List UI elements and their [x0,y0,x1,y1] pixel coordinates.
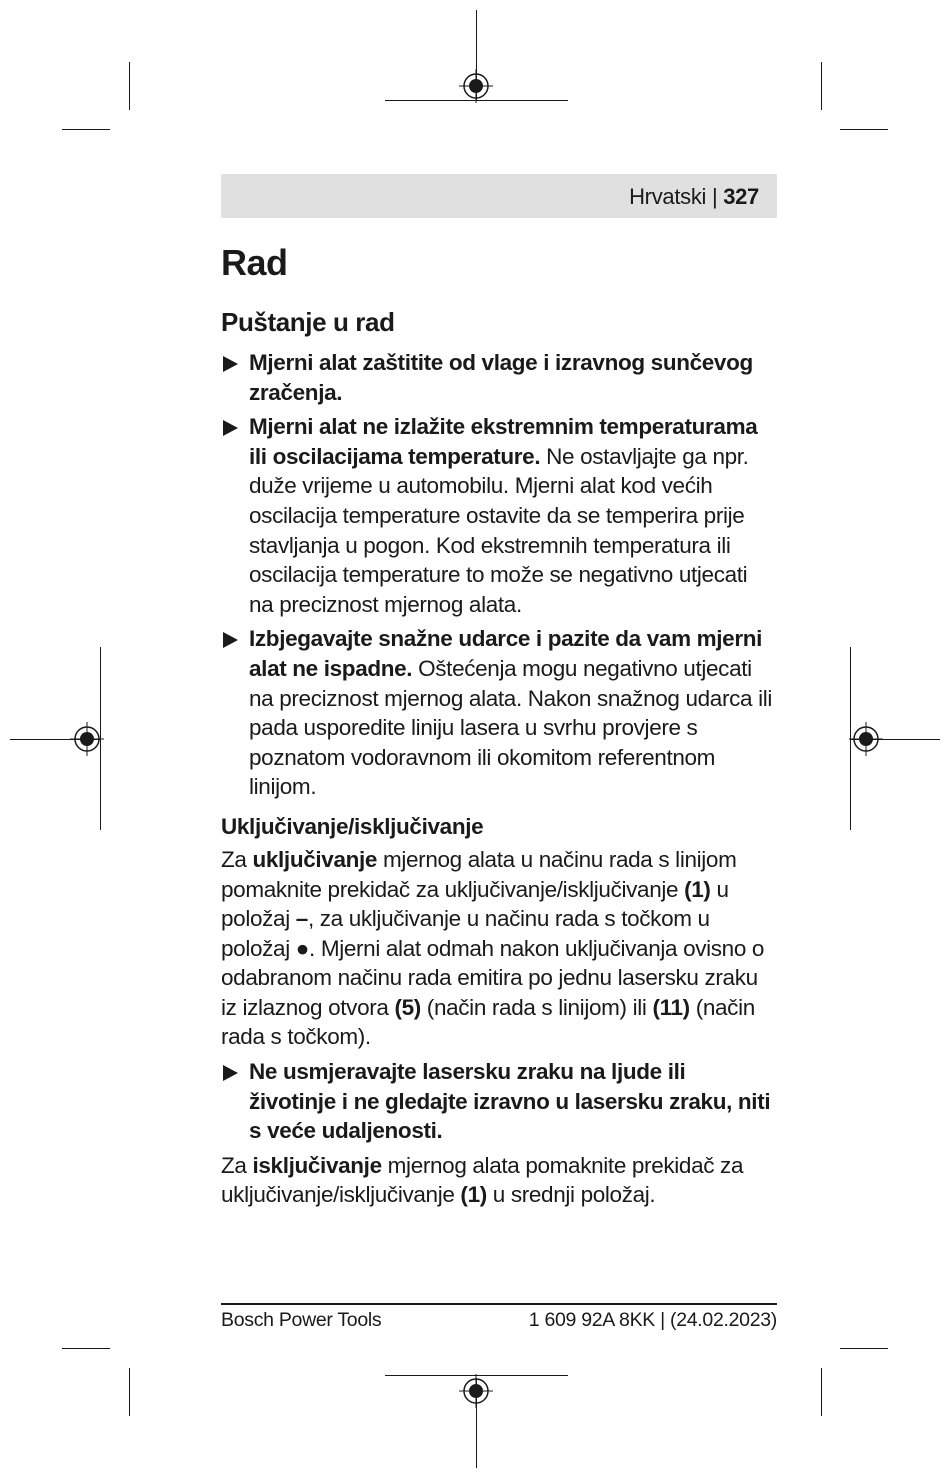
bullet-text: Ne ostavljajte ga npr. duže vrijeme u automobilu. Mjerni alat kod većih oscilacija temperature ostavite da se temperira prije stavljanja u pogon. Kod ekstremnih temperatura ili oscilacija temperature to može se negativno utjecati na preciznost mjernog alata. [249,443,749,617]
crop-mark [840,1348,888,1349]
bullet-triangle-icon [223,356,238,372]
crop-mark [62,1348,110,1349]
crop-mark [129,1368,130,1416]
bullet-item [221,348,777,407]
warning-item [221,1057,777,1146]
warning-text: Ne usmjeravajte lasersku zraku na ljude ili životinje i ne gledajte izravno u lasersku zraku, niti s veće udaljenosti. [249,1059,771,1144]
section-title: Puštanje u rad [221,307,395,337]
text-span: Za [221,1152,253,1178]
text-span: , za uključivanje u načinu rada s točkom u položaj [221,906,710,961]
point-mode-symbol: ● [295,935,310,961]
crop-mark [62,129,110,130]
bullet-triangle-icon [223,420,238,436]
text-span: . Mjerni alat odmah nakon uključivanja ovisno o odabranom načinu rada emitira po jednu lasersku zraku iz izlaznog otvora [221,935,765,1020]
page-number: 327 [723,184,759,209]
switch-on-paragraph [221,845,777,1052]
bold-span: (1) [684,876,711,902]
bold-span: uključivanje [252,846,378,872]
text-span: (način rada s linijom) ili [420,994,653,1020]
crop-mark [129,62,130,110]
registration-target-icon [70,722,104,756]
page-footer [221,1303,777,1332]
registration-target-icon [849,722,883,756]
registration-target-icon [459,1374,493,1408]
page-content [221,236,777,1215]
crop-mark [840,129,888,130]
header-separator: | [711,184,718,209]
text-span: u srednji položaj. [486,1182,656,1208]
footer-doc-id: 1 609 92A 8KK | (24.02.2023) [528,1309,777,1331]
page-header [221,174,777,218]
bullet-item [221,624,777,802]
text-span: u položaj [221,876,729,932]
bullet-bold-text: Mjerni alat zaštitite od vlage i izravnog sunčevog zračenja. [249,350,753,405]
line-mode-symbol: – [295,906,308,932]
crop-mark [821,62,822,110]
bold-span: (11) [652,994,690,1020]
bold-span: isključivanje [252,1152,382,1178]
switch-off-paragraph [221,1151,777,1210]
text-span: mjernog alata pomaknite prekidač za uključivanje/isključivanje [221,1152,744,1208]
bullet-triangle-icon [223,1065,238,1081]
bullet-item [221,412,777,619]
page-title: Rad [221,242,288,283]
bullet-text: Oštećenja mogu negativno utjecati na preciznost mjernog alata. Nakon snažnog udarca ili pada usporedite liniju lasera u svrhu provjere s poznatom vodoravnom ili okomitom referentnom linijom. [249,655,773,800]
subsection-title: Uključivanje/isključivanje [221,813,484,839]
bold-span: (1) [460,1182,487,1208]
bullet-bold-text: Mjerni alat ne izlažite ekstremnim temperaturama ili oscilacijama temperature. [249,414,758,469]
text-span: Za [221,846,253,872]
bullet-bold-text: Izbjegavajte snažne udarce i pazite da vam mjerni alat ne ispadne. [249,626,763,681]
text-span: mjernog alata u načinu rada s linijom pomaknite prekidač za uključivanje/isključivanje [221,846,737,902]
registration-target-icon [459,69,493,103]
bullet-triangle-icon [223,632,238,648]
header-text [629,184,759,210]
crop-mark [821,1368,822,1416]
bold-span: (5) [394,994,421,1020]
footer-brand: Bosch Power Tools [221,1309,382,1331]
text-span: (način rada s točkom). [221,994,755,1050]
header-language: Hrvatski [629,184,707,209]
